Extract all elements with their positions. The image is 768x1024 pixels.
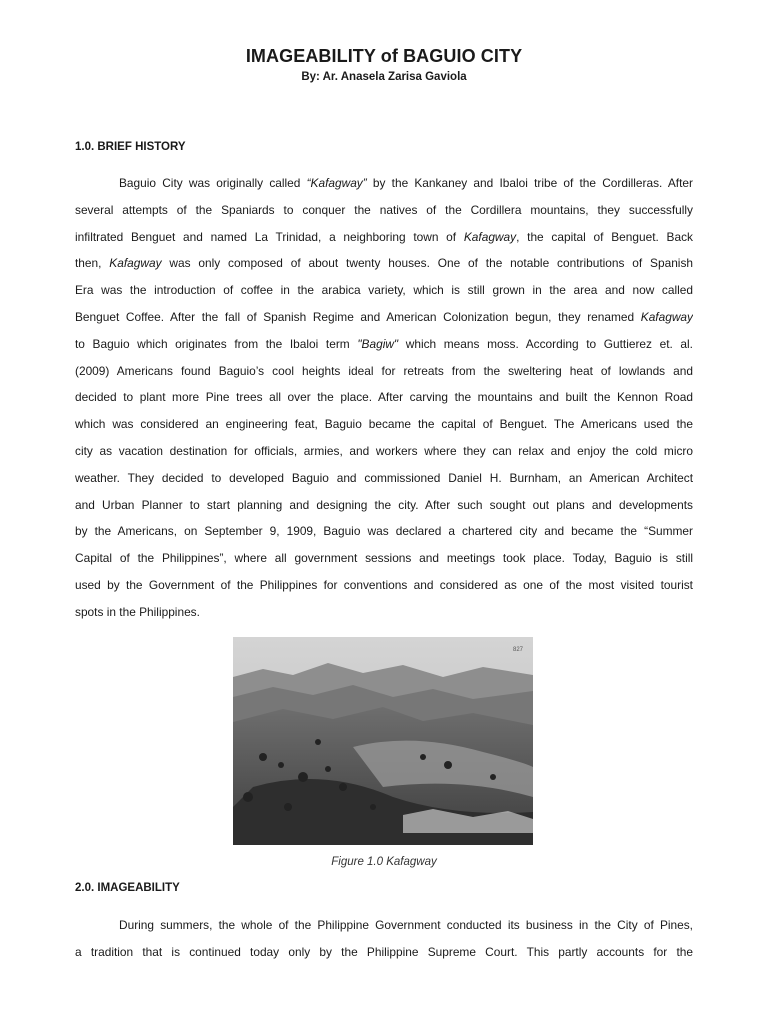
paragraph-line: Benguet Coffee. After the fall of Spanish Regime and American Colonization begun, they renamed Kafagway <box>75 309 693 324</box>
paragraph-line: and Urban Planner to start planning and designing the city. After such sought out plans and developments <box>75 497 693 512</box>
paragraph-line: a tradition that is continued today only by the Philippine Supreme Court. This partly accounts for the <box>75 944 693 959</box>
paragraph-line: by the Americans, on September 9, 1909, Baguio was declared a chartered city and became the “Summer <box>75 524 693 539</box>
section-heading-brief-history: 1.0. BRIEF HISTORY <box>75 141 186 153</box>
paragraph-line: city as vacation destination for officials, armies, and workers where they can relax and enjoy the cold micro <box>75 443 693 458</box>
paragraph-line: Capital of the Philippines”, where all government sessions and meetings took place. Today, Baguio is still <box>75 551 693 566</box>
paragraph-line: used by the Government of the Philippines for conventions and considered as one of the most visited tourist <box>75 577 693 592</box>
section-heading-imageability: 2.0. IMAGEABILITY <box>75 882 180 894</box>
paragraph-line: Baguio City was originally called “Kafagway” by the Kankaney and Ibaloi tribe of the Cordilleras. After <box>119 176 693 190</box>
paragraph-line: weather. They decided to developed Baguio and commissioned Daniel H. Burnham, an American Architect <box>75 470 693 485</box>
brief-history-paragraph <box>75 170 693 626</box>
paragraph-line: Era was the introduction of coffee in the arabica variety, which is still grown in the area and now called <box>75 283 693 298</box>
mountain-landscape-image <box>233 637 533 845</box>
photo-corner-mark: 827 <box>512 647 523 653</box>
imageability-paragraph <box>75 912 693 966</box>
paragraph-line: During summers, the whole of the Philippine Government conducted its business in the City of Pines, <box>119 918 693 932</box>
paragraph-line: to Baguio which originates from the Ibaloi term "Bagiw" which means moss. According to Guttierez et. al. <box>75 336 693 351</box>
kafagway-photo <box>233 637 533 845</box>
paragraph-line: then, Kafagway was only composed of about twenty houses. One of the notable contributions of Spanish <box>75 256 693 271</box>
paragraph-line: decided to plant more Pine trees all over the place. After carving the mountains and built the Kennon Road <box>75 390 693 405</box>
paragraph-line: (2009) Americans found Baguio’s cool heights ideal for retreats from the sweltering heat of lowlands and <box>75 363 693 378</box>
author-byline: By: Ar. Anasela Zarisa Gaviola <box>301 71 467 83</box>
document-title: IMAGEABILITY of BAGUIO CITY <box>245 46 523 66</box>
paragraph-line: several attempts of the Spaniards to conquer the natives of the Cordillera mountains, they successfully <box>75 202 693 217</box>
paragraph-line: which was considered an engineering feat, Baguio became the capital of Benguet. The Americans used the <box>75 417 693 432</box>
figure-caption: Figure 1.0 Kafagway <box>331 856 437 868</box>
paragraph-line: infiltrated Benguet and named La Trinidad, a neighboring town of Kafagway, the capital of Benguet. Back <box>75 229 693 244</box>
paragraph-line: spots in the Philippines. <box>75 604 200 619</box>
